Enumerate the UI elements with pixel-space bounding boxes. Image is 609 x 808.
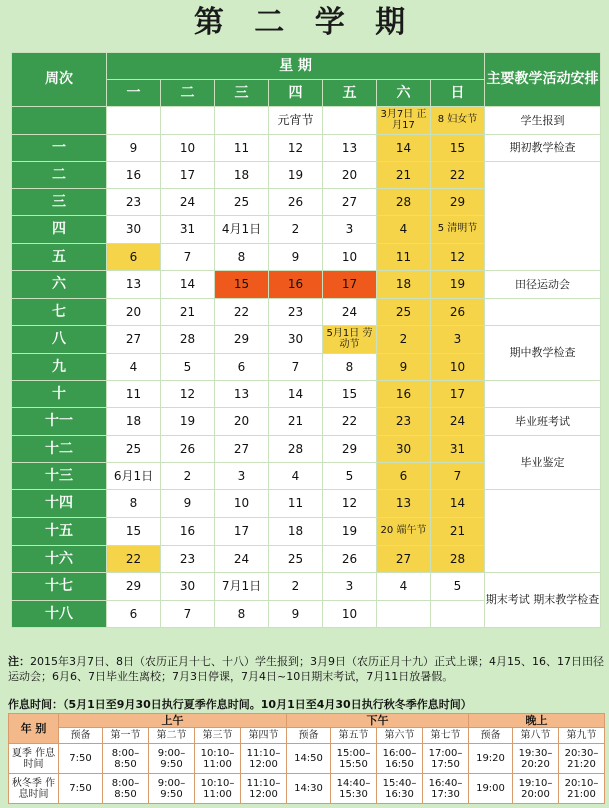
time-cell: 20:30– 21:20 <box>559 744 605 774</box>
period-group-header: 上午 <box>59 714 287 728</box>
day-cell: 17 <box>215 518 269 546</box>
day-cell: 5 <box>161 354 215 381</box>
day-cell: 5月1日 劳动节 <box>323 326 377 354</box>
day-cell: 13 <box>323 135 377 162</box>
activity-cell: 学生报到 <box>485 107 601 135</box>
day-cell: 21 <box>431 518 485 546</box>
time-cell: 7:50 <box>59 744 103 774</box>
time-cell: 19:30– 20:20 <box>513 744 559 774</box>
day-cell: 4 <box>269 463 323 490</box>
day-cell <box>431 601 485 628</box>
day-cell: 30 <box>161 573 215 601</box>
week-label: 十二 <box>12 436 107 463</box>
day-cell: 8 <box>215 601 269 628</box>
day-header: 二 <box>161 80 215 107</box>
day-cell: 18 <box>215 162 269 189</box>
day-cell: 14 <box>377 135 431 162</box>
day-cell: 22 <box>323 408 377 436</box>
day-cell: 30 <box>377 436 431 463</box>
season-label: 秋冬季 作息时间 <box>9 774 59 804</box>
day-cell: 4 <box>107 354 161 381</box>
day-header: 四 <box>269 80 323 107</box>
day-cell: 27 <box>323 189 377 216</box>
day-cell: 29 <box>215 326 269 354</box>
day-cell: 21 <box>161 299 215 326</box>
week-label <box>12 107 107 135</box>
day-header: 日 <box>431 80 485 107</box>
day-cell: 25 <box>377 299 431 326</box>
day-cell: 9 <box>377 354 431 381</box>
day-cell: 4月1日 <box>215 216 269 244</box>
day-cell: 15 <box>323 381 377 408</box>
schedule-table <box>8 713 605 804</box>
calendar-table <box>11 52 601 628</box>
day-cell: 31 <box>161 216 215 244</box>
day-cell: 6 <box>107 244 161 271</box>
activity-cell <box>485 162 601 271</box>
day-cell: 7 <box>161 244 215 271</box>
day-cell: 25 <box>215 189 269 216</box>
day-cell: 25 <box>269 546 323 573</box>
day-cell: 29 <box>107 573 161 601</box>
day-cell: 2 <box>269 573 323 601</box>
activity-header: 主要教学活动安排 <box>485 53 601 107</box>
week-label: 十八 <box>12 601 107 628</box>
day-cell: 5 清明节 <box>431 216 485 244</box>
day-cell: 28 <box>269 436 323 463</box>
period-header: 第五节 <box>331 728 377 744</box>
day-cell: 18 <box>377 271 431 299</box>
day-cell: 7 <box>269 354 323 381</box>
time-cell: 15:40– 16:30 <box>377 774 423 804</box>
week-label: 十五 <box>12 518 107 546</box>
day-cell: 16 <box>161 518 215 546</box>
time-cell: 16:40– 17:30 <box>423 774 469 804</box>
day-cell: 12 <box>323 490 377 518</box>
day-cell: 23 <box>269 299 323 326</box>
day-cell: 17 <box>161 162 215 189</box>
period-header: 第三节 <box>195 728 241 744</box>
period-header: 第四节 <box>241 728 287 744</box>
day-cell: 20 <box>323 162 377 189</box>
activity-cell <box>485 381 601 408</box>
day-cell: 27 <box>107 326 161 354</box>
week-label: 九 <box>12 354 107 381</box>
day-cell: 10 <box>215 490 269 518</box>
week-label: 五 <box>12 244 107 271</box>
day-cell: 20 端午节 <box>377 518 431 546</box>
day-cell: 24 <box>215 546 269 573</box>
day-cell: 5 <box>323 463 377 490</box>
day-cell: 23 <box>107 189 161 216</box>
day-cell: 14 <box>431 490 485 518</box>
day-cell: 6 <box>215 354 269 381</box>
day-cell: 11 <box>107 381 161 408</box>
day-cell: 2 <box>161 463 215 490</box>
day-cell: 7月1日 <box>215 573 269 601</box>
day-cell: 8 <box>323 354 377 381</box>
day-cell: 15 <box>431 135 485 162</box>
time-cell: 16:00– 16:50 <box>377 744 423 774</box>
day-cell: 19 <box>431 271 485 299</box>
day-cell: 6 <box>377 463 431 490</box>
day-cell: 17 <box>323 271 377 299</box>
activity-cell <box>485 490 601 573</box>
day-header: 六 <box>377 80 431 107</box>
day-cell: 24 <box>431 408 485 436</box>
weekday-header: 星 期 <box>107 53 485 80</box>
day-cell: 27 <box>377 546 431 573</box>
week-label: 七 <box>12 299 107 326</box>
day-cell: 22 <box>431 162 485 189</box>
day-cell: 28 <box>431 546 485 573</box>
day-cell: 26 <box>323 546 377 573</box>
day-cell: 2 <box>269 216 323 244</box>
day-cell: 23 <box>377 408 431 436</box>
day-cell: 26 <box>431 299 485 326</box>
day-cell: 16 <box>107 162 161 189</box>
day-cell <box>161 107 215 135</box>
day-cell: 8 <box>107 490 161 518</box>
day-cell: 14 <box>161 271 215 299</box>
day-header: 三 <box>215 80 269 107</box>
schedule-title: 作息时间：（5月1日至9月30日执行夏季作息时间。10月1日至4月30日执行秋冬季作息时间） <box>8 698 472 711</box>
week-header: 周次 <box>12 53 107 107</box>
time-cell: 10:10– 11:00 <box>195 744 241 774</box>
day-cell: 22 <box>107 546 161 573</box>
period-group-header: 下午 <box>287 714 469 728</box>
day-cell: 29 <box>323 436 377 463</box>
time-cell: 19:20 <box>469 744 513 774</box>
day-cell: 2 <box>377 326 431 354</box>
day-cell: 17 <box>431 381 485 408</box>
week-label: 十七 <box>12 573 107 601</box>
day-cell: 31 <box>431 436 485 463</box>
day-cell: 19 <box>269 162 323 189</box>
day-cell <box>107 107 161 135</box>
day-cell: 30 <box>269 326 323 354</box>
day-cell: 28 <box>161 326 215 354</box>
day-cell: 19 <box>161 408 215 436</box>
week-label: 十四 <box>12 490 107 518</box>
day-header: 一 <box>107 80 161 107</box>
page-title: 第 二 学 期 <box>193 5 416 40</box>
day-cell: 5 <box>431 573 485 601</box>
time-cell: 14:30 <box>287 774 331 804</box>
period-header: 第六节 <box>377 728 423 744</box>
day-cell: 12 <box>431 244 485 271</box>
day-cell: 14 <box>269 381 323 408</box>
week-label: 十三 <box>12 463 107 490</box>
activity-cell <box>485 299 601 326</box>
day-cell: 29 <box>431 189 485 216</box>
week-label: 十 <box>12 381 107 408</box>
day-cell: 3月7日 正月17 <box>377 107 431 135</box>
period-header: 预备 <box>287 728 331 744</box>
period-header: 预备 <box>469 728 513 744</box>
period-header: 预备 <box>59 728 103 744</box>
footnote-text: 2015年3月7日、8日（农历正月十七、十八）学生报到；3月9日（农历正月十九）正式上课；4月15、16、17日田径运动会；6月6、7日毕业生离校；7月3日停课，7月4日~10日期末考试，7月11日放暑假。 <box>8 655 604 683</box>
day-cell: 25 <box>107 436 161 463</box>
day-cell: 13 <box>107 271 161 299</box>
day-cell: 11 <box>215 135 269 162</box>
season-label: 夏季 作息时间 <box>9 744 59 774</box>
time-cell: 9:00– 9:50 <box>149 744 195 774</box>
day-cell: 11 <box>269 490 323 518</box>
day-cell: 15 <box>107 518 161 546</box>
time-cell: 7:50 <box>59 774 103 804</box>
day-cell: 12 <box>161 381 215 408</box>
time-cell: 17:00– 17:50 <box>423 744 469 774</box>
day-cell: 26 <box>161 436 215 463</box>
season-header: 年 别 <box>9 714 59 744</box>
activity-cell: 期初教学检查 <box>485 135 601 162</box>
day-cell: 19 <box>323 518 377 546</box>
time-cell: 8:00– 8:50 <box>103 744 149 774</box>
time-cell: 11:10– 12:00 <box>241 744 287 774</box>
day-cell: 21 <box>377 162 431 189</box>
day-header: 五 <box>323 80 377 107</box>
footnote <box>8 654 604 684</box>
period-header: 第九节 <box>559 728 605 744</box>
activity-cell: 田径运动会 <box>485 271 601 299</box>
day-cell: 24 <box>161 189 215 216</box>
day-cell: 20 <box>107 299 161 326</box>
day-cell: 8 妇女节 <box>431 107 485 135</box>
day-cell: 28 <box>377 189 431 216</box>
day-cell: 7 <box>161 601 215 628</box>
footnote-label: 注： <box>8 655 30 668</box>
time-cell: 10:10– 11:00 <box>195 774 241 804</box>
time-cell: 19:00 <box>469 774 513 804</box>
time-cell: 9:00– 9:50 <box>149 774 195 804</box>
day-cell: 11 <box>377 244 431 271</box>
period-header: 第八节 <box>513 728 559 744</box>
day-cell: 3 <box>323 573 377 601</box>
day-cell: 9 <box>269 244 323 271</box>
time-cell: 14:40– 15:30 <box>331 774 377 804</box>
day-cell: 13 <box>377 490 431 518</box>
week-label: 四 <box>12 216 107 244</box>
activity-cell: 期末考试 期末教学检查 <box>485 573 601 628</box>
day-cell <box>215 107 269 135</box>
day-cell: 4 <box>377 216 431 244</box>
day-cell: 24 <box>323 299 377 326</box>
activity-cell: 期中教学检查 <box>485 326 601 381</box>
time-cell: 8:00– 8:50 <box>103 774 149 804</box>
period-header: 第一节 <box>103 728 149 744</box>
day-cell: 10 <box>161 135 215 162</box>
day-cell: 3 <box>215 463 269 490</box>
week-label: 八 <box>12 326 107 354</box>
day-cell: 3 <box>323 216 377 244</box>
day-cell <box>377 601 431 628</box>
day-cell: 10 <box>431 354 485 381</box>
day-cell <box>323 107 377 135</box>
time-cell: 19:10– 20:00 <box>513 774 559 804</box>
period-group-header: 晚上 <box>469 714 605 728</box>
day-cell: 9 <box>107 135 161 162</box>
day-cell: 23 <box>161 546 215 573</box>
day-cell: 27 <box>215 436 269 463</box>
day-cell: 16 <box>269 271 323 299</box>
week-label: 一 <box>12 135 107 162</box>
day-cell: 4 <box>377 573 431 601</box>
day-cell: 6月1日 <box>107 463 161 490</box>
week-label: 三 <box>12 189 107 216</box>
week-label: 二 <box>12 162 107 189</box>
day-cell: 7 <box>431 463 485 490</box>
day-cell: 20 <box>215 408 269 436</box>
week-label: 十一 <box>12 408 107 436</box>
day-cell: 30 <box>107 216 161 244</box>
day-cell: 10 <box>323 601 377 628</box>
day-cell: 16 <box>377 381 431 408</box>
day-cell: 6 <box>107 601 161 628</box>
day-cell: 22 <box>215 299 269 326</box>
activity-cell: 毕业鉴定 <box>485 436 601 490</box>
period-header: 第七节 <box>423 728 469 744</box>
time-cell: 15:00– 15:50 <box>331 744 377 774</box>
day-cell: 18 <box>107 408 161 436</box>
day-cell: 13 <box>215 381 269 408</box>
day-cell: 15 <box>215 271 269 299</box>
day-cell: 9 <box>269 601 323 628</box>
day-cell: 8 <box>215 244 269 271</box>
day-cell: 12 <box>269 135 323 162</box>
period-header: 第二节 <box>149 728 195 744</box>
day-cell: 26 <box>269 189 323 216</box>
time-cell: 14:50 <box>287 744 331 774</box>
week-label: 十六 <box>12 546 107 573</box>
day-cell: 9 <box>161 490 215 518</box>
time-cell: 20:10– 21:00 <box>559 774 605 804</box>
activity-cell: 毕业班考试 <box>485 408 601 436</box>
time-cell: 11:10– 12:00 <box>241 774 287 804</box>
day-cell: 3 <box>431 326 485 354</box>
week-label: 六 <box>12 271 107 299</box>
day-cell: 21 <box>269 408 323 436</box>
day-cell: 10 <box>323 244 377 271</box>
day-cell: 18 <box>269 518 323 546</box>
day-cell: 元宵节 <box>269 107 323 135</box>
